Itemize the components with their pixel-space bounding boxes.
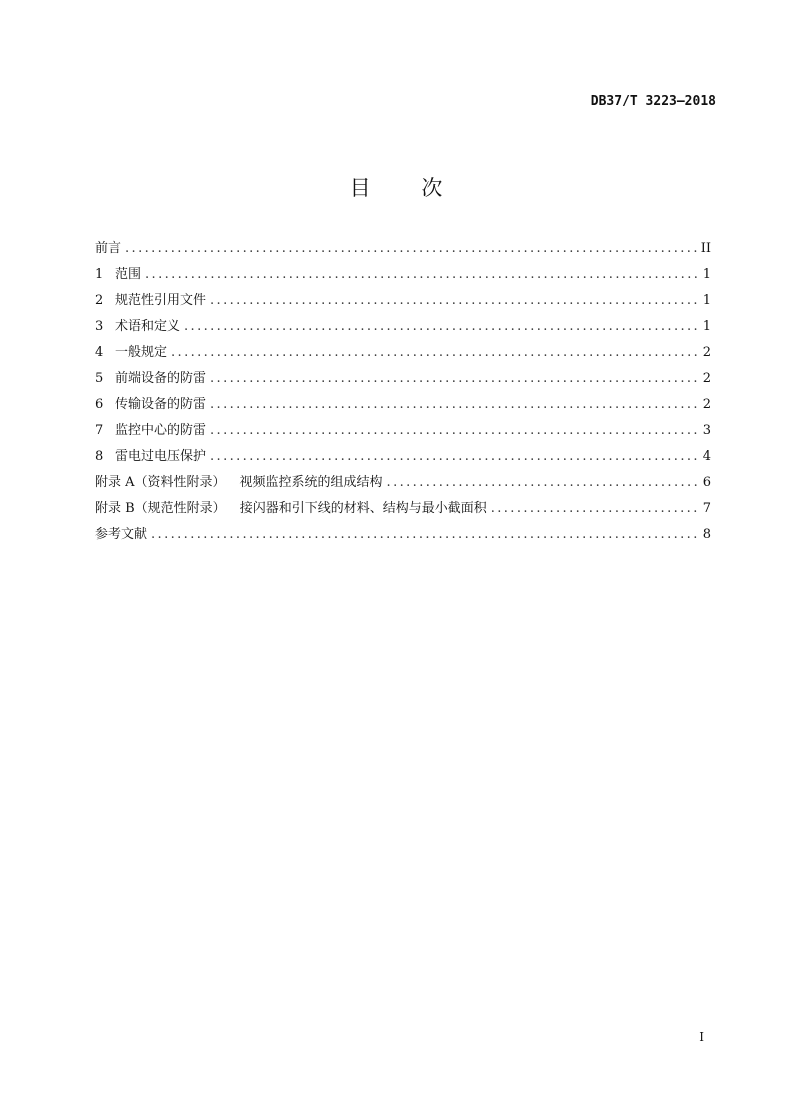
toc-dot-leader (184, 314, 697, 340)
toc-dot-leader (210, 444, 697, 470)
toc-page-number: 4 (702, 449, 711, 464)
page-number: I (699, 1030, 704, 1044)
toc-page-number: 2 (702, 397, 711, 412)
toc-entry-title: 范围 (115, 267, 142, 282)
toc-dot-leader (145, 262, 697, 288)
document-code: DB37/T 3223—2018 (590, 94, 716, 109)
toc-entry-appendix-a[interactable] (95, 470, 711, 496)
toc-entry-number: 4 (95, 345, 104, 360)
toc-page-number: 2 (702, 371, 711, 386)
toc-entry-number: 5 (95, 371, 104, 386)
toc-page-number: 2 (702, 345, 711, 360)
toc-entry-bibliography[interactable] (95, 522, 711, 548)
toc-entry-transmission-protection[interactable] (95, 392, 711, 418)
toc-entry-title: 规范性引用文件 (115, 293, 207, 308)
toc-page-number: II (700, 241, 711, 256)
toc-entry-title: 传输设备的防雷 (115, 397, 207, 412)
toc-entry-number: 8 (95, 449, 104, 464)
toc-entry-terms-definitions[interactable] (95, 314, 711, 340)
toc-entry-subtitle: 接闪器和引下线的材料、结构与最小截面积 (239, 501, 487, 516)
toc-dot-leader (210, 418, 697, 444)
toc-entry-title: 监控中心的防雷 (115, 423, 207, 438)
toc-entry-general-provisions[interactable] (95, 340, 711, 366)
toc-dot-leader (210, 392, 697, 418)
toc-entry-number: 2 (95, 293, 104, 308)
toc-entry-title: 附录 A（资料性附录） (95, 475, 226, 490)
toc-page-number: 7 (702, 501, 711, 516)
toc-entry-number: 1 (95, 267, 104, 282)
toc-entry-title: 附录 B（规范性附录） (95, 501, 226, 516)
toc-dot-leader (125, 236, 697, 262)
toc-entry-monitoring-center-protection[interactable] (95, 418, 711, 444)
toc-dot-leader (210, 366, 697, 392)
toc-entry-subtitle: 视频监控系统的组成结构 (239, 475, 383, 490)
toc-entry-foreword[interactable] (95, 236, 711, 262)
toc-entry-title: 雷电过电压保护 (115, 449, 207, 464)
toc-entry-title: 参考文献 (95, 527, 148, 542)
toc-entry-title: 术语和定义 (115, 319, 181, 334)
toc-entry-number: 7 (95, 423, 104, 438)
toc-entry-title: 前端设备的防雷 (115, 371, 207, 386)
toc-page-number: 8 (702, 527, 711, 542)
toc-entry-title: 一般规定 (115, 345, 168, 360)
toc-entry-normative-references[interactable] (95, 288, 711, 314)
toc-page-number: 6 (702, 475, 711, 490)
toc-page-number: 1 (702, 293, 711, 308)
toc-entry-number: 6 (95, 397, 104, 412)
toc-dot-leader (387, 470, 697, 496)
table-of-contents (95, 236, 711, 548)
toc-entry-number: 3 (95, 319, 104, 334)
toc-entry-overvoltage-protection[interactable] (95, 444, 711, 470)
toc-entry-scope[interactable] (95, 262, 711, 288)
page-title: 目 次 (349, 176, 465, 200)
toc-dot-leader (491, 496, 697, 522)
toc-page-number: 3 (702, 423, 711, 438)
toc-page-number: 1 (702, 267, 711, 282)
toc-dot-leader (171, 340, 697, 366)
toc-entry-front-end-protection[interactable] (95, 366, 711, 392)
toc-dot-leader (151, 522, 697, 548)
toc-entry-title: 前言 (95, 241, 122, 256)
toc-entry-appendix-b[interactable] (95, 496, 711, 522)
toc-dot-leader (210, 288, 697, 314)
toc-page-number: 1 (702, 319, 711, 334)
